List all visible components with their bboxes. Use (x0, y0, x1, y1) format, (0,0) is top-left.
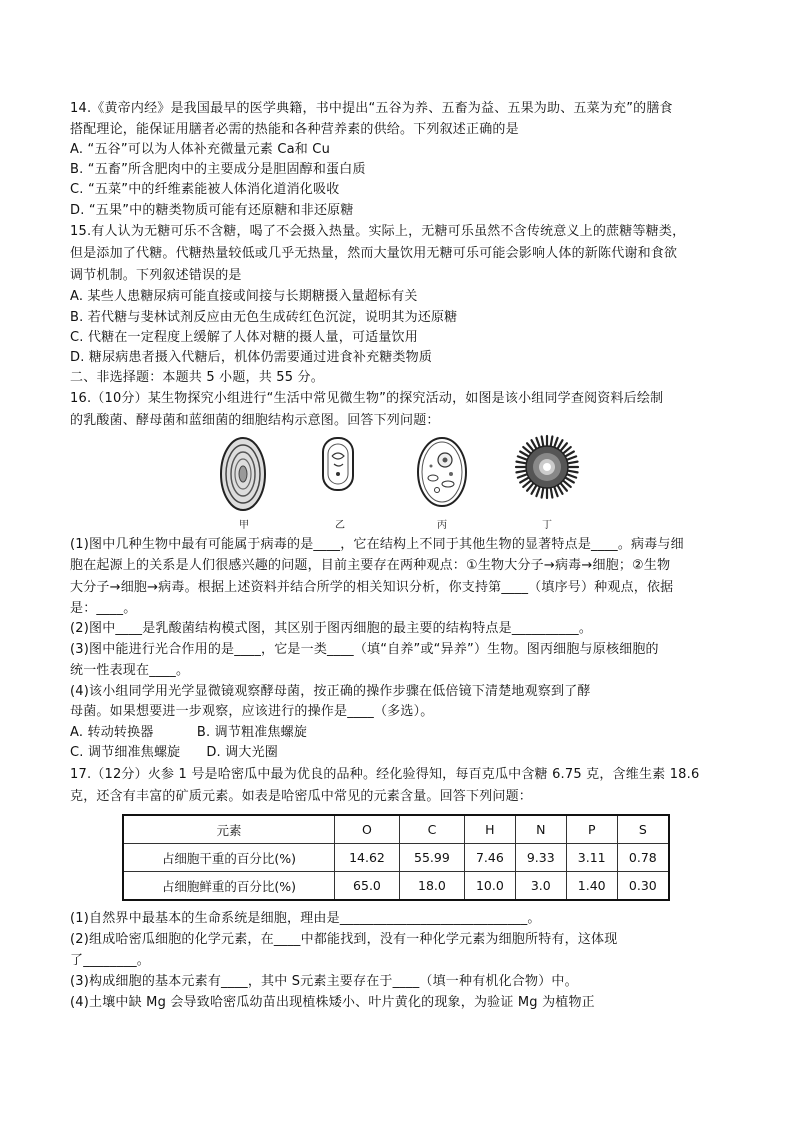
table-cell: 18.0 (399, 872, 464, 901)
figure-bing-cell (415, 434, 469, 510)
q17-part2-line2: 了________。 (70, 953, 150, 968)
table-cell: 占细胞干重的百分比(%) (123, 844, 335, 872)
table-cell: 0.78 (617, 844, 669, 872)
q17-part3: (3)构成细胞的基本元素有____，其中 S元素主要存在于____（填一种有机化合物）中。 (70, 974, 578, 989)
figure-ding-virus (514, 434, 580, 500)
table-header-row (123, 815, 669, 844)
q16-part1-line1: (1)图中几种生物中最有可能属于病毒的是____，它在结构上不同于其他生物的显著特点是____。病毒与细 (70, 537, 684, 552)
q14-option-d: D. “五果”中的糖类物质可能有还原糖和非还原糖 (70, 203, 354, 218)
section-header: 二、非选择题：本题共 5 小题，共 55 分。 (70, 370, 324, 385)
table-cell: 0.30 (617, 872, 669, 901)
table-header-cell: C (399, 815, 464, 844)
table-cell: 占细胞鲜重的百分比(%) (123, 872, 335, 901)
q17-part2-line1: (2)组成哈密瓜细胞的化学元素，在____中都能找到，没有一种化学元素为细胞所特有，这体现 (70, 932, 618, 947)
q16-part2: (2)图中____是乳酸菌结构模式图，其区别于图丙细胞的最主要的结构特点是__________。 (70, 621, 593, 636)
q17-part1: (1)自然界中最基本的生命系统是细胞，理由是____________________________。 (70, 911, 541, 926)
q15-option-d: D. 糖尿病患者摄入代糖后，机体仍需要通过进食补充糖类物质 (70, 350, 433, 365)
element-content-table (122, 814, 670, 901)
q14-option-c: C. “五菜”中的纤维素能被人体消化道消化吸收 (70, 182, 340, 197)
q15-option-c: C. 代糖在一定程度上缓解了人体对糖的摄人量，可适量饮用 (70, 330, 418, 345)
table-header-cell: O (335, 815, 400, 844)
table-header-cell: S (617, 815, 669, 844)
table-cell: 14.62 (335, 844, 400, 872)
q16-options-cd: C. 调节细准焦螺旋 D. 调大光圈 (70, 745, 279, 760)
q15-option-b: B. 若代糖与斐林试剂反应由无色生成砖红色沉淀，说明其为还原糖 (70, 310, 458, 325)
table-cell: 3.0 (515, 872, 566, 901)
q15-option-a: A. 某些人患糖尿病可能直接或间接与长期糖摄入量超标有关 (70, 289, 418, 304)
table-cell: 55.99 (399, 844, 464, 872)
q16-part4-line2: 母菌。如果想要进一步观察，应该进行的操作是____（多选）。 (70, 704, 434, 719)
table-cell: 65.0 (335, 872, 400, 901)
table-header-cell: H (464, 815, 515, 844)
table-header-cell: P (566, 815, 617, 844)
table-header-cell: N (515, 815, 566, 844)
table-cell: 7.46 (464, 844, 515, 872)
q16-part1-line3: 大分子→细胞→病毒。根据上述资料并结合所学的相关知识分析，你支持第____（填序号）种观点，依据 (70, 580, 674, 595)
q16-part3-line2: 统一性表现在____。 (70, 663, 190, 678)
table-cell: 3.11 (566, 844, 617, 872)
figure-yi-cell (318, 434, 358, 494)
q16-options-ab: A. 转动转换器 B. 调节粗准焦螺旋 (70, 725, 308, 740)
q16-part3-line1: (3)图中能进行光合作用的是____，它是一类____（填“自养”或“异养”）生物。图丙细胞与原核细胞的 (70, 642, 659, 657)
q14-option-b: B. “五畜”所含肥肉中的主要成分是胆固醇和蛋白质 (70, 162, 366, 177)
cell-structure-figure (210, 434, 590, 529)
q17-stem-line2: 克，还含有丰富的矿质元素。如表是哈密瓜中常见的元素含量。回答下列问题： (70, 789, 533, 804)
q16-part1-line2: 胞在起源上的关系是人们很感兴趣的问题，目前主要存在两种观点：①生物大分子→病毒→细胞；②生物 (70, 558, 671, 573)
figure-label-yi: 乙 (335, 520, 345, 531)
q16-stem-line2: 的乳酸菌、酵母菌和蓝细菌的细胞结构示意图。回答下列问题： (70, 413, 440, 428)
figure-label-bing: 丙 (437, 520, 447, 531)
figure-jia-cell (218, 434, 268, 516)
q14-option-a: A. “五谷”可以为人体补充微量元素 Ca和 Cu (70, 142, 331, 157)
q16-part1-line4: 是：____。 (70, 601, 137, 616)
q16-stem-line1: 16.（10分）某生物探究小组进行“生活中常见微生物”的探究活动，如图是该小组同学查阅资料后绘制 (70, 391, 664, 406)
figure-label-ding: 丁 (542, 520, 552, 531)
q15-stem-line2: 但是添加了代糖。代糖热量较低或几乎无热量，然而大量饮用无糖可乐可能会影响人体的新陈代谢和食欲 (70, 246, 678, 261)
table-cell: 9.33 (515, 844, 566, 872)
q17-part4: (4)土壤中缺 Mg 会导致哈密瓜幼苗出现植株矮小、叶片黄化的现象，为验证 Mg 为植物正 (70, 995, 595, 1010)
table-cell: 1.40 (566, 872, 617, 901)
q15-stem-line3: 调节机制。下列叙述错误的是 (70, 268, 242, 283)
q14-stem-line2: 搭配理论，能保证用膳者必需的热能和各种营养素的供给。下列叙述正确的是 (70, 122, 519, 137)
table-cell: 10.0 (464, 872, 515, 901)
q15-stem-line1: 15.有人认为无糖可乐不含糖，喝了不会摄入热量。实际上，无糖可乐虽然不含传统意义上的蔗糖等糖类， (70, 224, 686, 239)
table-row (123, 872, 669, 901)
q16-part4-line1: (4)该小组同学用光学显微镜观察酵母菌，按正确的操作步骤在低倍镜下清楚地观察到了酵 (70, 684, 591, 699)
figure-label-jia: 甲 (239, 520, 249, 531)
table-header-cell: 元素 (123, 815, 335, 844)
q14-stem-line1: 14.《黄帝内经》是我国最早的医学典籍，书中提出“五谷为养、五畜为益、五果为助、五菜为充”的膳食 (70, 101, 673, 116)
table-row (123, 844, 669, 872)
q17-stem-line1: 17.（12分）火参 1 号是哈密瓜中最为优良的品种。经化验得知，每百克瓜中含糖 6.75 克，含维生素 18.6 (70, 767, 700, 782)
